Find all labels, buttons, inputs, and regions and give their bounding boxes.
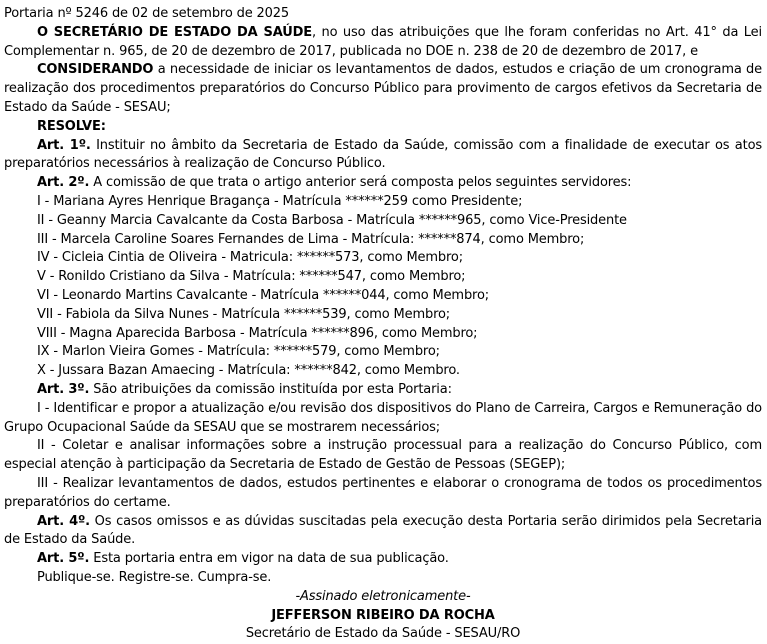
art5-paragraph bbox=[4, 550, 762, 569]
attribution-item: III - Realizar levantamentos de dados, estudos pertinentes e elaborar o cronograma de todos os procedimentos preparatórios do certame. bbox=[4, 475, 762, 510]
closing-line: Publique-se. Registre-se. Cumpra-se. bbox=[37, 569, 272, 585]
member-item: IV - Cicleia Cintia de Oliveira - Matricula: ******573, como Membro; bbox=[37, 250, 463, 266]
signed-electronically-text: -Assinado eletronicamente- bbox=[295, 588, 471, 604]
art5-text: Esta portaria entra em vigor na data de sua publicação. bbox=[89, 551, 449, 567]
art5-lead: Art. 5º. bbox=[37, 551, 90, 567]
art2-text: A comissão de que trata o artigo anterior será composta pelos seguintes servidores: bbox=[89, 175, 632, 191]
signatory-name: JEFFERSON RIBEIRO DA ROCHA bbox=[271, 607, 495, 623]
preamble-text: , no uso das atribuições que lhe foram conferidas no Art. 41° da Lei Complementar n. 965, de 20 de dezembro de 2017, publicada no DOE n. 238 de 20 de dezembro de 2017, e bbox=[4, 24, 762, 59]
art4-paragraph bbox=[4, 513, 762, 551]
art3-paragraph bbox=[4, 381, 762, 400]
member-item: IX - Marlon Vieira Gomes - Matrícula: ******579, como Membro; bbox=[37, 344, 440, 360]
member-item: VI - Leonardo Martins Cavalcante - Matrícula ******044, como Membro; bbox=[37, 287, 489, 303]
member-item: II - Geanny Marcia Cavalcante da Costa Barbosa - Matrícula ******965, como Vice-Presidente bbox=[37, 212, 627, 228]
art1-text: Instituir no âmbito da Secretaria de Estado da Saúde, comissão com a finalidade de executar os atos preparatórios necessários à realização de Concurso Público. bbox=[4, 137, 762, 172]
considerando-paragraph bbox=[4, 61, 762, 117]
signature-role: Secretário de Estado da Saúde - SESAU/RO bbox=[245, 626, 521, 642]
member-item: III - Marcela Caroline Soares Fernandes de Lima - Matrícula: ******874, como Membro; bbox=[37, 231, 585, 247]
resolve-heading bbox=[4, 118, 762, 137]
member-item: X - Jussara Bazan Amaecing - Matrícula: ******842, como Membro. bbox=[37, 363, 460, 379]
art3-text: São atribuições da comissão instituída por esta Portaria: bbox=[89, 381, 452, 397]
member-item: V - Ronildo Cristiano da Silva - Matrícula: ******547, como Membro; bbox=[37, 269, 466, 285]
art1-lead: Art. 1º. bbox=[37, 137, 91, 153]
preamble-lead: O SECRETÁRIO DE ESTADO DA SAÚDE bbox=[37, 24, 312, 40]
art4-text: Os casos omissos e as dúvidas suscitadas pela execução desta Portaria serão dirimidos pela Secretaria de Estado da Saúde. bbox=[4, 513, 762, 548]
art3-lead: Art. 3º. bbox=[37, 381, 90, 397]
attribution-item: I - Identificar e propor a atualização e/ou revisão dos dispositivos do Plano de Carreira, Cargos e Remuneração do Grupo Ocupacional Saúde da SESAU que se mostrarem necessários; bbox=[4, 400, 762, 435]
signature-name bbox=[4, 607, 762, 626]
member-item: VIII - Magna Aparecida Barbosa - Matrícula ******896, como Membro; bbox=[37, 325, 478, 341]
art4-lead: Art. 4º. bbox=[37, 513, 90, 529]
considerando-lead: CONSIDERANDO bbox=[37, 62, 154, 78]
resolve-label: RESOLVE: bbox=[37, 118, 106, 134]
member-item: I - Mariana Ayres Henrique Bragança - Matrícula ******259 como Presidente; bbox=[37, 193, 523, 209]
art1-paragraph bbox=[4, 137, 762, 175]
art2-paragraph bbox=[4, 174, 762, 193]
preamble-paragraph bbox=[4, 24, 762, 62]
attribution-item: II - Coletar e analisar informações sobre a instrução processual para a realização do Concurso Público, com especial atenção à participação da Secretaria de Estado de Gestão de Pessoas (SEGEP); bbox=[4, 438, 762, 473]
art2-lead: Art. 2º. bbox=[37, 175, 90, 191]
signature-electronic-note bbox=[4, 588, 762, 607]
member-item: VII - Fabiola da Silva Nunes - Matrícula ******539, como Membro; bbox=[37, 306, 451, 322]
portaria-header: Portaria nº 5246 de 02 de setembro de 2025 bbox=[4, 6, 290, 21]
considerando-text: a necessidade de iniciar os levantamentos de dados, estudos e criação de um cronograma de realização dos procedimentos preparatórios do Concurso Público para provimento de cargos efetivos da Secretaria de Estado da Saúde - SESAU; bbox=[4, 62, 762, 115]
